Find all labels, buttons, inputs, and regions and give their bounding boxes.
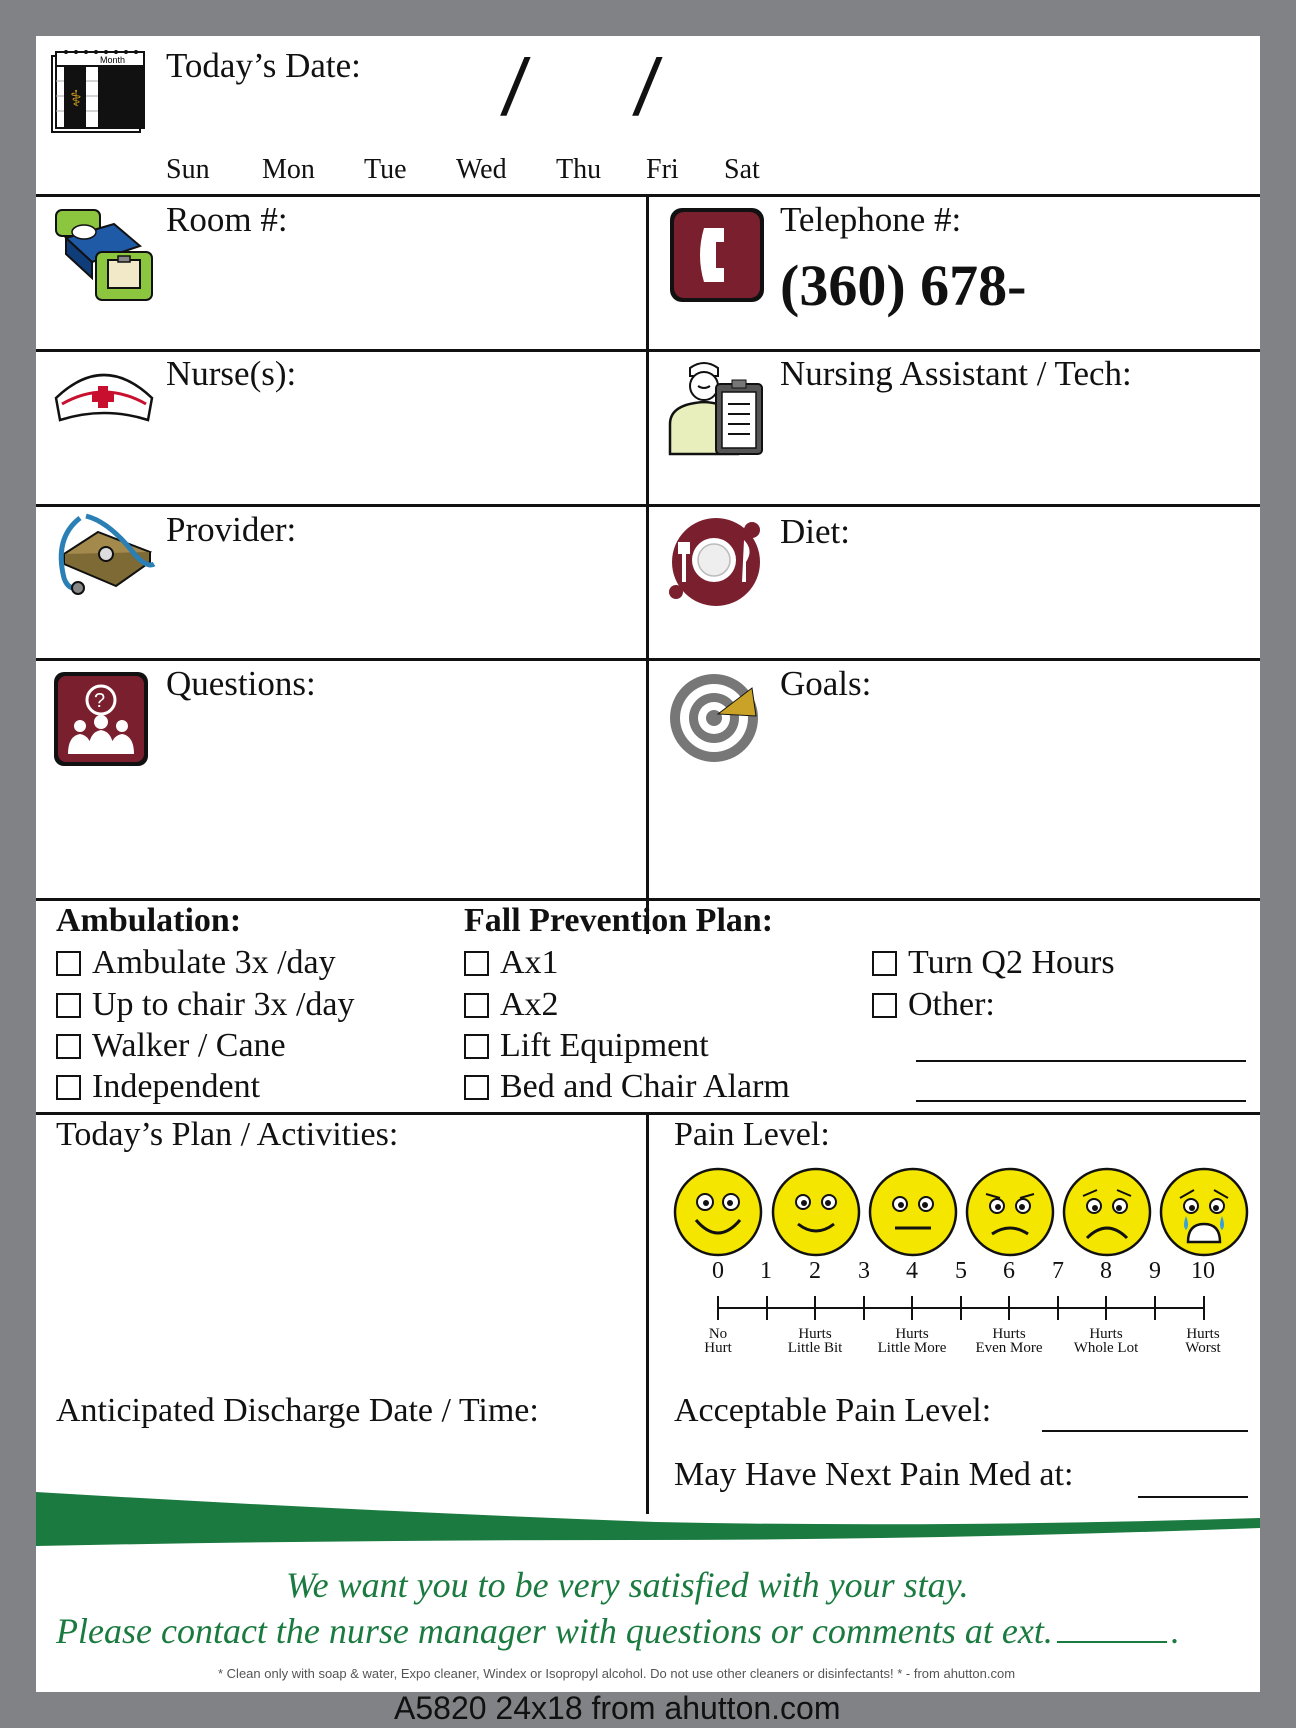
day-sat[interactable]: Sat (724, 154, 760, 185)
questions-icon (52, 670, 150, 768)
center-divider-bottom (646, 1112, 649, 1514)
svg-text:⚕: ⚕ (70, 87, 82, 112)
checkbox[interactable] (464, 993, 489, 1018)
pain-caption: Hurts Worst (1185, 1326, 1221, 1356)
other-blank-line[interactable] (916, 1060, 1246, 1062)
pain-face-0-icon (672, 1166, 764, 1258)
pain-caption: Hurts Whole Lot (1073, 1326, 1139, 1356)
whiteboard (36, 36, 1260, 1692)
pain-number: 4 (906, 1258, 918, 1284)
day-mon[interactable]: Mon (262, 154, 315, 185)
other-blank-line[interactable] (916, 1100, 1246, 1102)
fall-prevention-option[interactable]: Bed and Chair Alarm (464, 1068, 790, 1106)
fall-prevention-title: Fall Prevention Plan: (464, 902, 774, 939)
pain-caption: Hurts Little Bit (787, 1326, 843, 1356)
fall-prevention-option[interactable]: Ax1 (464, 944, 559, 982)
day-tue[interactable]: Tue (364, 154, 407, 185)
fall-prevention-option[interactable]: Other: (872, 986, 995, 1024)
date-label: Today’s Date: (166, 46, 361, 85)
pain-number: 9 (1149, 1258, 1161, 1284)
day-sun[interactable]: Sun (166, 154, 210, 185)
nursing-assistant-icon (664, 354, 768, 458)
questions-label: Questions: (166, 664, 316, 703)
ambulation-option[interactable]: Independent (56, 1068, 260, 1106)
checkbox[interactable] (872, 951, 897, 976)
pain-face-10-icon (1158, 1166, 1250, 1258)
telephone-icon (668, 206, 766, 304)
checkbox[interactable] (56, 993, 81, 1018)
hospital-bed-icon (52, 206, 156, 304)
pain-number: 7 (1052, 1258, 1064, 1284)
pain-number: 1 (760, 1258, 772, 1284)
pain-scale-axis (706, 1292, 1226, 1322)
checkbox[interactable] (872, 993, 897, 1018)
ambulation-option[interactable]: Up to chair 3x /day (56, 986, 355, 1024)
stethoscope-icon (50, 510, 160, 596)
pain-number: 6 (1003, 1258, 1015, 1284)
checkbox[interactable] (464, 1075, 489, 1100)
footer-line-1: We want you to be very satisfied with your stay. (286, 1565, 969, 1605)
pain-number: 0 (712, 1258, 724, 1284)
date-separator-2: / (629, 43, 665, 132)
provider-label: Provider: (166, 510, 297, 549)
green-swoosh (36, 1484, 1260, 1548)
svg-text:?: ? (94, 690, 106, 712)
pain-caption: No Hurt (704, 1326, 732, 1356)
acceptable-pain-blank[interactable] (1042, 1430, 1248, 1432)
nurses-label: Nurse(s): (166, 354, 297, 393)
footer-line-2: Please contact the nurse manager with questions or comments at ext. . (56, 1611, 1180, 1651)
plan-title: Today’s Plan / Activities: (56, 1116, 399, 1153)
nurse-cap-icon (52, 358, 156, 432)
pain-number: 8 (1100, 1258, 1112, 1284)
center-divider-top (646, 194, 649, 934)
telephone-label: Telephone #: (780, 200, 962, 239)
checkbox[interactable] (56, 951, 81, 976)
cleaning-note: * Clean only with soap & water, Expo cleaner, Windex or Isopropyl alcohol. Do not use other cleaners or disinfectants! * - from ahutton.com (218, 1666, 1016, 1681)
discharge-label: Anticipated Discharge Date / Time: (56, 1392, 539, 1429)
checkbox[interactable] (464, 1034, 489, 1059)
day-thu[interactable]: Thu (556, 154, 602, 185)
calendar-icon (48, 48, 148, 134)
pain-number: 3 (858, 1258, 870, 1284)
assistant-label: Nursing Assistant / Tech: (780, 354, 1132, 393)
pain-number: 10 (1191, 1258, 1215, 1284)
pain-face-2-icon (770, 1166, 862, 1258)
acceptable-pain-label: Acceptable Pain Level: (674, 1392, 992, 1429)
day-wed[interactable]: Wed (456, 154, 507, 185)
next-med-label: May Have Next Pain Med at: (674, 1456, 1074, 1493)
target-icon (666, 668, 764, 766)
phone-prefix: (360) 678- (780, 253, 1027, 318)
pain-face-6-icon (964, 1166, 1056, 1258)
fall-prevention-option[interactable]: Lift Equipment (464, 1027, 709, 1065)
ambulation-option[interactable]: Walker / Cane (56, 1027, 286, 1065)
diet-label: Diet: (780, 512, 850, 551)
date-separator-1: / (497, 43, 533, 132)
diet-icon (666, 512, 764, 610)
fall-prevention-option[interactable]: Turn Q2 Hours (872, 944, 1115, 982)
pain-caption: Hurts Little More (877, 1326, 947, 1356)
day-fri[interactable]: Fri (646, 154, 679, 185)
pain-caption: Hurts Even More (975, 1326, 1043, 1356)
pain-title: Pain Level: (674, 1116, 830, 1153)
checkbox[interactable] (56, 1075, 81, 1100)
pain-number: 2 (809, 1258, 821, 1284)
goals-label: Goals: (780, 664, 872, 703)
svg-text:Month: Month (100, 55, 126, 65)
product-label: A5820 24x18 from ahutton.com (394, 1690, 841, 1726)
room-label: Room #: (166, 200, 288, 239)
pain-number: 5 (955, 1258, 967, 1284)
checkbox[interactable] (464, 951, 489, 976)
pain-face-8-icon (1061, 1166, 1153, 1258)
checkbox[interactable] (56, 1034, 81, 1059)
extension-blank[interactable] (1057, 1611, 1167, 1643)
pain-face-4-icon (867, 1166, 959, 1258)
divider (36, 898, 1260, 901)
fall-prevention-option[interactable]: Ax2 (464, 986, 559, 1024)
ambulation-option[interactable]: Ambulate 3x /day (56, 944, 336, 982)
ambulation-title: Ambulation: (56, 902, 242, 939)
